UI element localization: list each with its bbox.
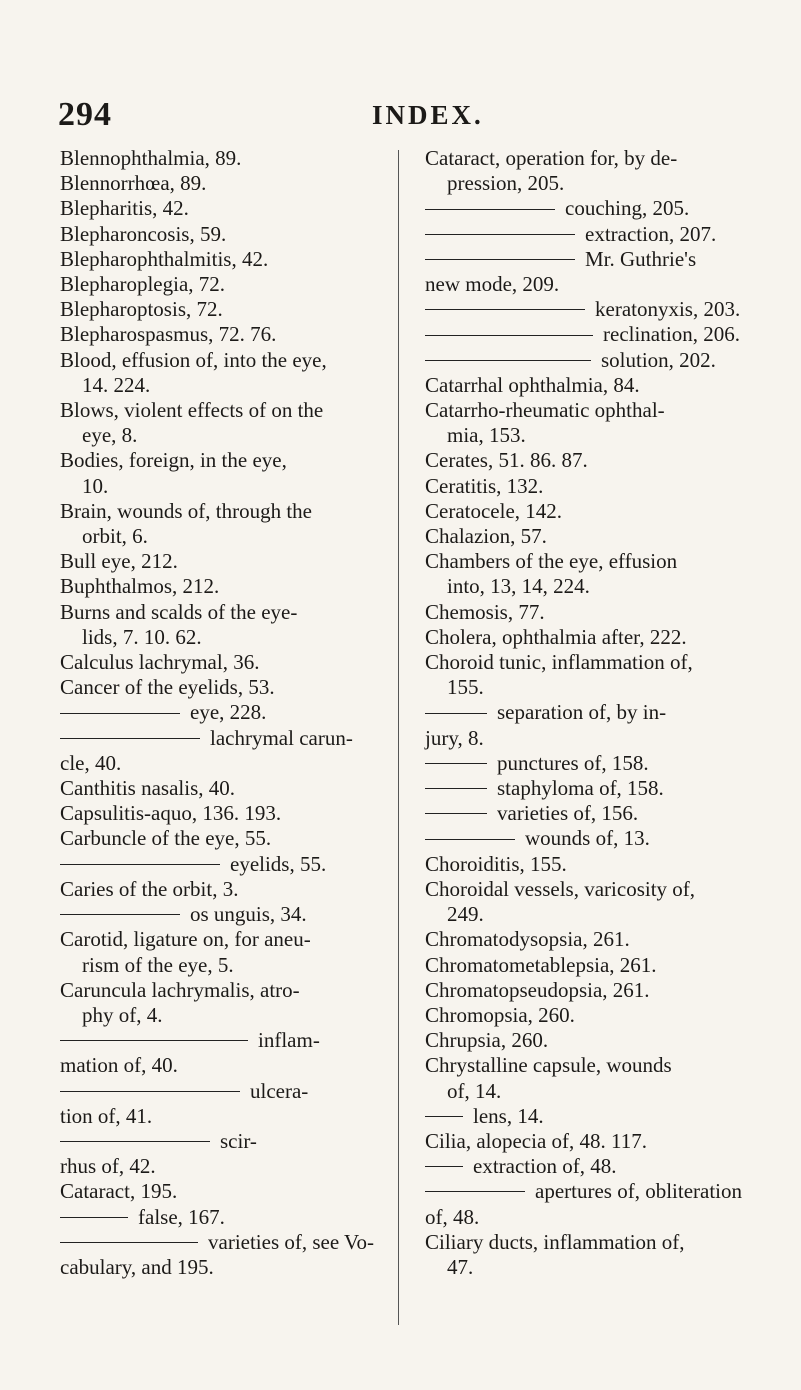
- index-entry: [60, 297, 390, 322]
- subentry-line: [425, 801, 750, 826]
- entry-text: Cataract, operation for, by de-: [425, 146, 678, 170]
- index-entry: [60, 978, 390, 1028]
- index-entry: [425, 448, 750, 473]
- index-entry: [60, 398, 390, 448]
- entry-text: Blepharitis, 42.: [60, 196, 189, 221]
- subentry-continuation: cabulary, and 195.: [60, 1254, 214, 1279]
- entry-text: Capsulitis-aquo, 136. 193.: [60, 801, 282, 826]
- index-subentry: [425, 297, 750, 322]
- entry-text: Carotid, ligature on, for aneu-: [60, 927, 311, 952]
- running-title: INDEX.: [372, 100, 484, 130]
- index-entry: [60, 801, 390, 826]
- index-entry: [425, 373, 750, 398]
- entry-text: Caries of the orbit, 3.: [60, 876, 239, 901]
- entry-text: Chalazion, 57.: [425, 524, 547, 549]
- index-subentry: [425, 1104, 750, 1129]
- index-entry: [60, 322, 390, 347]
- index-entry: [60, 196, 390, 221]
- subentry-line: [425, 826, 750, 851]
- entry-text: Choroid tunic, inflammation of,: [425, 650, 693, 675]
- index-subentry: [60, 1028, 390, 1078]
- subentry-text: varieties of, 156.: [497, 801, 639, 826]
- entry-text: Chromatopseudopsia, 261.: [425, 977, 650, 1002]
- subentry-line: [425, 247, 750, 272]
- subentry-line: [425, 776, 750, 801]
- index-subentry: [60, 1230, 390, 1280]
- entry-continuation: 249.: [447, 902, 484, 927]
- subentry-line: [60, 902, 390, 927]
- index-entry: [425, 549, 750, 599]
- index-entry: [60, 499, 390, 549]
- entry-text: Chromatometablepsia, 261.: [425, 952, 657, 977]
- subentry-continuation: of, 48.: [425, 1204, 480, 1229]
- index-entry: [425, 474, 750, 499]
- subentry-line: [425, 1179, 750, 1204]
- ditto-rule: [425, 713, 487, 714]
- index-entry: [60, 272, 390, 297]
- ditto-rule: [425, 309, 585, 310]
- ditto-rule: [425, 839, 515, 840]
- subentry-continuation: new mode, 209.: [425, 272, 560, 297]
- page-number: 294: [58, 96, 112, 133]
- entry-continuation: rism of the eye, 5.: [82, 952, 234, 977]
- entry-continuation: 47.: [447, 1254, 474, 1279]
- index-entry: [60, 675, 390, 700]
- index-subentry: [60, 902, 390, 927]
- index-subentry: [425, 1179, 750, 1229]
- index-entry: [425, 524, 750, 549]
- ditto-rule: [425, 234, 575, 235]
- subentry-text: couching, 205.: [565, 196, 690, 221]
- subentry-text: Mr. Guthrie's: [585, 246, 697, 271]
- subentry-continuation: tion of, 41.: [60, 1103, 153, 1128]
- index-subentry: [425, 247, 750, 297]
- subentry-continuation: cle, 40.: [60, 750, 122, 775]
- index-entry: [60, 222, 390, 247]
- entry-text: Blennorrhœa, 89.: [60, 171, 207, 196]
- subentry-text: eye, 228.: [190, 700, 267, 725]
- ditto-rule: [60, 738, 200, 739]
- index-entry: [425, 1053, 750, 1103]
- index-subentry: [60, 726, 390, 776]
- index-subentry: [425, 751, 750, 776]
- column-divider: [398, 150, 399, 1325]
- index-entry: [60, 776, 390, 801]
- index-subentry: [425, 801, 750, 826]
- index-subentry: [425, 322, 750, 347]
- entry-text: Catarrhal ophthalmia, 84.: [425, 372, 640, 397]
- entry-continuation: of, 14.: [447, 1078, 502, 1103]
- index-entry: [425, 927, 750, 952]
- subentry-line: [60, 1079, 390, 1104]
- entry-text: Buphthalmos, 212.: [60, 574, 220, 599]
- index-entry: [60, 549, 390, 574]
- ditto-rule: [60, 1141, 210, 1142]
- index-entry: [425, 852, 750, 877]
- subentry-line: [425, 322, 750, 347]
- entry-continuation: mia, 153.: [447, 423, 526, 448]
- entry-text: Chromopsia, 260.: [425, 1002, 575, 1027]
- subentry-text: ulcera-: [250, 1078, 309, 1103]
- entry-text: Ceratitis, 132.: [425, 473, 544, 498]
- subentry-line: [60, 1205, 390, 1230]
- entry-text: Cholera, ophthalmia after, 222.: [425, 624, 687, 649]
- ditto-rule: [60, 1040, 248, 1041]
- index-subentry: [60, 1079, 390, 1129]
- index-entry: [425, 978, 750, 1003]
- entry-text: Chambers of the eye, effusion: [425, 549, 678, 574]
- entry-continuation: eye, 8.: [82, 423, 138, 448]
- entry-text: Blennophthalmia, 89.: [60, 146, 242, 170]
- subentry-line: [425, 1104, 750, 1129]
- ditto-rule: [425, 1116, 463, 1117]
- index-entry: [425, 398, 750, 448]
- index-subentry: [60, 700, 390, 725]
- entry-continuation: 10.: [82, 473, 109, 498]
- ditto-rule: [60, 1217, 128, 1218]
- ditto-rule: [60, 713, 180, 714]
- entry-continuation: phy of, 4.: [82, 1002, 163, 1027]
- subentry-line: [425, 222, 750, 247]
- ditto-rule: [425, 763, 487, 764]
- index-subentry: [60, 852, 390, 877]
- ditto-rule: [425, 335, 593, 336]
- subentry-line: [425, 1154, 750, 1179]
- entry-text: Blepharospasmus, 72. 76.: [60, 322, 277, 347]
- entry-text: Bodies, foreign, in the eye,: [60, 448, 287, 473]
- ditto-rule: [425, 1166, 463, 1167]
- ditto-rule: [425, 360, 591, 361]
- entry-text: Ciliary ducts, inflammation of,: [425, 1229, 685, 1254]
- index-entry: [425, 625, 750, 650]
- entry-text: Chromatodysopsia, 261.: [425, 927, 630, 952]
- index-entry: [60, 927, 390, 977]
- ditto-rule: [60, 1242, 198, 1243]
- subentry-line: [60, 700, 390, 725]
- index-column-right: [425, 146, 750, 1280]
- subentry-line: [60, 1028, 390, 1053]
- subentry-text: varieties of, see Vo-: [208, 1229, 375, 1254]
- index-entry: [425, 1129, 750, 1154]
- index-entry: [60, 1179, 390, 1204]
- index-subentry: [425, 826, 750, 851]
- page-header: [0, 96, 801, 136]
- subentry-text: keratonyxis, 203.: [595, 297, 741, 322]
- entry-text: Chrystalline capsule, wounds: [425, 1053, 672, 1078]
- subentry-text: eyelids, 55.: [230, 851, 327, 876]
- entry-text: Cilia, alopecia of, 48. 117.: [425, 1128, 647, 1153]
- index-entry: [425, 499, 750, 524]
- index-entry: [60, 600, 390, 650]
- ditto-rule: [425, 788, 487, 789]
- subentry-text: lens, 14.: [473, 1103, 544, 1128]
- index-entry: [60, 650, 390, 675]
- index-subentry: [425, 700, 750, 750]
- index-entry: [425, 146, 750, 196]
- index-entry: [60, 877, 390, 902]
- ditto-rule: [425, 813, 487, 814]
- entry-text: Burns and scalds of the eye-: [60, 599, 298, 624]
- entry-text: Blows, violent effects of on the: [60, 398, 324, 423]
- index-subentry: [425, 776, 750, 801]
- subentry-line: [425, 751, 750, 776]
- entry-text: Brain, wounds of, through the: [60, 498, 312, 523]
- entry-text: Cataract, 195.: [60, 1179, 178, 1204]
- entry-text: Blepharoncosis, 59.: [60, 221, 227, 246]
- index-entry: [60, 247, 390, 272]
- ditto-rule: [425, 1191, 525, 1192]
- index-entry: [425, 650, 750, 700]
- entry-text: Cancer of the eyelids, 53.: [60, 675, 275, 700]
- subentry-line: [60, 726, 390, 751]
- entry-continuation: pression, 205.: [447, 171, 565, 196]
- ditto-rule: [60, 914, 180, 915]
- index-entry: [60, 171, 390, 196]
- entry-text: Blood, effusion of, into the eye,: [60, 347, 327, 372]
- subentry-text: wounds of, 13.: [525, 826, 650, 851]
- index-entry: [425, 953, 750, 978]
- entry-text: Bull eye, 212.: [60, 549, 178, 574]
- index-subentry: [425, 196, 750, 221]
- subentry-text: apertures of, obliteration: [535, 1179, 743, 1204]
- entry-continuation: into, 13, 14, 224.: [447, 574, 590, 599]
- ditto-rule: [60, 1091, 240, 1092]
- index-entry: [60, 146, 390, 171]
- index-subentry: [425, 222, 750, 247]
- subentry-text: inflam-: [258, 1028, 320, 1053]
- subentry-line: [425, 196, 750, 221]
- entry-text: Choroiditis, 155.: [425, 851, 567, 876]
- index-subentry: [425, 348, 750, 373]
- index-entry: [425, 1003, 750, 1028]
- entry-text: Chrupsia, 260.: [425, 1028, 549, 1053]
- ditto-rule: [425, 259, 575, 260]
- entry-text: Blepharophthalmitis, 42.: [60, 246, 269, 271]
- entry-continuation: lids, 7. 10. 62.: [82, 624, 202, 649]
- index-entry: [60, 448, 390, 498]
- index-subentry: [425, 1154, 750, 1179]
- entry-continuation: 155.: [447, 675, 484, 700]
- entry-text: Blepharoptosis, 72.: [60, 297, 223, 322]
- ditto-rule: [60, 864, 220, 865]
- subentry-text: lachrymal carun-: [210, 725, 353, 750]
- subentry-text: extraction of, 48.: [473, 1154, 617, 1179]
- subentry-text: false, 167.: [138, 1204, 225, 1229]
- subentry-line: [60, 852, 390, 877]
- subentry-text: punctures of, 158.: [497, 750, 649, 775]
- entry-text: Catarrho-rheumatic ophthal-: [425, 398, 665, 423]
- index-entry: [425, 600, 750, 625]
- index-subentry: [60, 1205, 390, 1230]
- entry-text: Ceratocele, 142.: [425, 498, 563, 523]
- index-entry: [60, 348, 390, 398]
- subentry-line: [425, 297, 750, 322]
- entry-continuation: orbit, 6.: [82, 524, 148, 549]
- entry-text: Caruncula lachrymalis, atro-: [60, 977, 300, 1002]
- subentry-text: scir-: [220, 1128, 257, 1153]
- entry-text: Chemosis, 77.: [425, 599, 545, 624]
- subentry-text: extraction, 207.: [585, 221, 717, 246]
- index-entry: [60, 826, 390, 851]
- entry-text: Choroidal vessels, varicosity of,: [425, 876, 696, 901]
- subentry-text: solution, 202.: [601, 347, 716, 372]
- subentry-text: os unguis, 34.: [190, 902, 307, 927]
- subentry-continuation: jury, 8.: [425, 725, 484, 750]
- entry-continuation: 14. 224.: [82, 372, 151, 397]
- subentry-continuation: mation of, 40.: [60, 1053, 178, 1078]
- index-entry: [425, 1230, 750, 1280]
- entry-text: Canthitis nasalis, 40.: [60, 776, 235, 801]
- entry-text: Cerates, 51. 86. 87.: [425, 448, 588, 473]
- index-column-left: [60, 146, 390, 1280]
- index-entry: [425, 877, 750, 927]
- subentry-line: [425, 700, 750, 725]
- subentry-line: [60, 1230, 390, 1255]
- subentry-text: reclination, 206.: [603, 322, 741, 347]
- entry-text: Carbuncle of the eye, 55.: [60, 826, 272, 851]
- subentry-text: staphyloma of, 158.: [497, 776, 664, 801]
- subentry-line: [60, 1129, 390, 1154]
- entry-text: Calculus lachrymal, 36.: [60, 650, 260, 675]
- subentry-line: [425, 348, 750, 373]
- index-subentry: [60, 1129, 390, 1179]
- index-entry: [425, 1028, 750, 1053]
- index-entry: [60, 574, 390, 599]
- ditto-rule: [425, 209, 555, 210]
- entry-text: Blepharoplegia, 72.: [60, 272, 226, 297]
- subentry-continuation: rhus of, 42.: [60, 1154, 156, 1179]
- subentry-text: separation of, by in-: [497, 700, 667, 725]
